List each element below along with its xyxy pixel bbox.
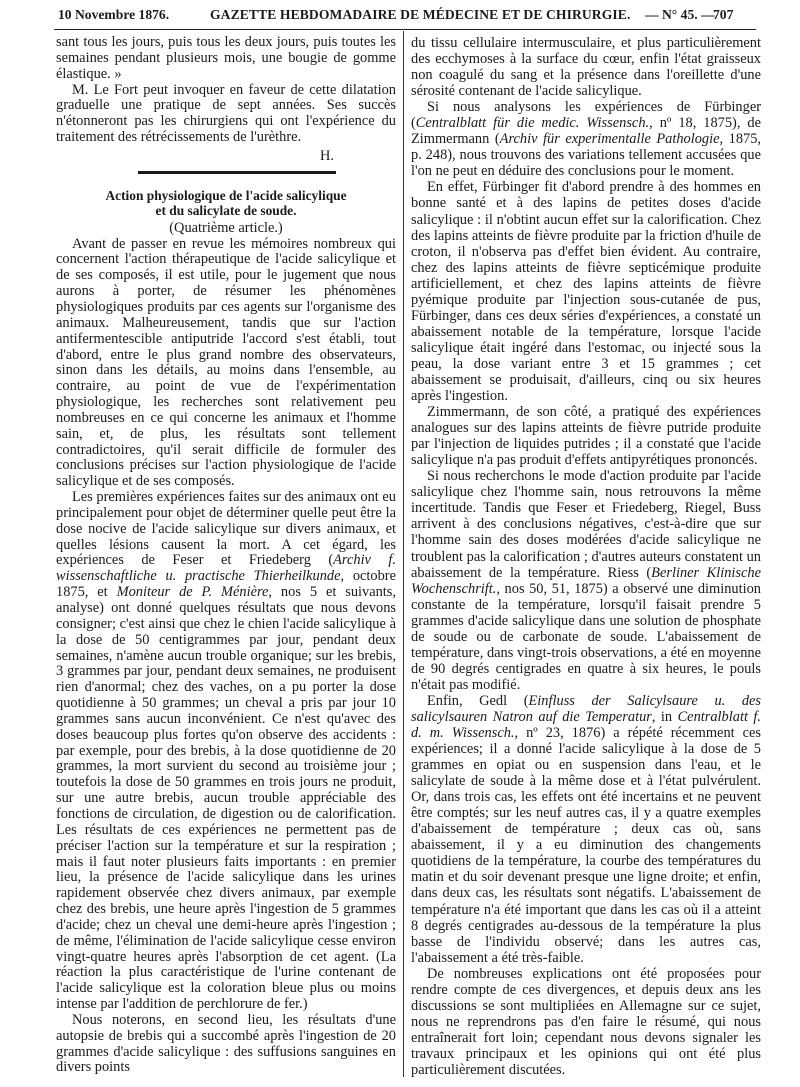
column-rule: [403, 31, 404, 1077]
text-run: , nos 50, 51, 1875) a observé une diminution constante de la température, lorsqu'il faisait prendre 5 grammes d'acide salicylique dans une solution de phosphate de soude ou de carbonate de soude. L'abaissement de température, dans vingt-trois observations, a été en moyenne de 90 degrés centigrades en quatre à six heures, le pouls n'était pas modifié.: [411, 580, 761, 693]
citation: Archiv für experimentalle Pathologie: [499, 131, 720, 148]
paragraph: [411, 693, 761, 966]
section-separator: [138, 171, 336, 174]
paragraph: Zimmermann, de son côté, a pratiqué des expériences analogues sur des lapins atteints de fièvre putride produite par l'injection de liquides putrides ; il a constaté que l'acide salicylique n'a pas produit d'effets antipyrétiques prononcés.: [411, 404, 761, 469]
text-run: , octobre 1875, et: [56, 568, 396, 601]
paragraph: sant tous les jours, puis tous les deux jours, puis toutes les semaines pendant plusieurs mois, une bougie de gomme élastique. »: [56, 34, 396, 82]
issue-date: 10 Novembre 1876.: [58, 7, 170, 22]
citation: Centralblatt f. d. m. Wissensch.: [411, 708, 761, 742]
article-title: [56, 188, 396, 219]
article-title-line-2: et du salicylate de soude.: [155, 203, 297, 219]
paragraph: [411, 468, 761, 693]
left-column: [56, 35, 396, 1076]
article-title-line-1: Action physiologique de l'acide salicylique: [105, 187, 347, 203]
paragraph: De nombreuses explications ont été proposées pour rendre compte de ces divergences, et depuis deux ans les discussions se sont multipliées en Allemagne sur ce sujet, nous ne reprendrons pas d'en faire le résumé, qui nous entraînerait fort loin; cependant nous devons signaler les travaux principaux et les opinions qui ont été plus particulièrement discutées.: [411, 965, 761, 1078]
article-subtitle: (Quatrième article.): [169, 219, 283, 236]
text-run: Si nous analysons les expériences de Fürbinger (: [411, 99, 761, 132]
header-rule: [54, 29, 756, 30]
paragraph: Nous noterons, en second lieu, les résultats d'une autopsie de brebis qui a succombé après l'ingestion de 20 grammes d'acide salicylique : des suffusions sanguines en divers points: [56, 1011, 396, 1076]
text-run: Les premières expériences faites sur des animaux ont eu principalement pour objet de déterminer quelle peut être la dose nocive de l'acide salicylique sur divers animaux, et quelles lésions causent la mort. A cet égard, les expériences de Feser et Friedeberg (: [56, 489, 396, 569]
citation: Moniteur de P. Ménière: [116, 584, 269, 601]
text-run: , in: [651, 708, 678, 725]
text-run: , nos 5 et suivants, analyse) ont donné quelques résultats que nous devons consigner; c'est ainsi que chez le chien l'acide salicylique à la dose de 50 centigrammes par jour, pendant deux semaines, n'amène aucun trouble organique; sur les brebis, 3 grammes par jour, pendant deux semaines, ne produisent rien d'anormal; chez des vaches, on a pu porter la dose quotidienne à 50 grammes; un cheval a pris par jour 10 grammes sans aucun inconvénient. Ce n'est qu'avec des doses beaucoup plus fortes qu'on observe des accidents : par exemple, pour des brebis, à la dose quotidienne de 20 grammes, la mort survient du second au troisième jour ; toutefois la dose de 50 grammes en trois jours ne produit, sur une autre brebis, aucun trouble appréciable des fonctions de circulation, de digestion ou de calorification. Les résultats de ces expériences ne permettent pas de préciser l'action sur la température et sur la respiration ; mais il faut noter plusieurs faits importants : en premier lieu, la présence de l'acide salicylique dans les urines rapidement observée chez divers animaux, par exemple chez des brebis, une heure après l'ingestion de 5 grammes d'acide; chez un cheval une demi-heure après l'ingestion ; de même, l'élimination de l'acide salicylique cesse environ vingt-quatre heures après l'absorption de cet agent. (La réaction la plus caractéristique de l'urine contenant de l'acide salicylique est la coloration bleue plus ou moins intense par l'addition de perchlorure de fer.): [56, 584, 397, 1013]
text-run: , nº 18, 1875), de Zimmermann (: [411, 115, 761, 148]
citation: Einfluss der Salicylsaure u. des salicylsauren Natron auf die Temperatur: [411, 692, 762, 725]
page-number: 707: [713, 7, 734, 22]
page-header: [14, 4, 786, 26]
paragraph: [411, 99, 761, 179]
citation: Archiv f. wissenschaftliche u. practische Thierheilkunde: [56, 552, 396, 585]
paragraph: [56, 490, 396, 1013]
text-run: , nº 23, 1876) a répété récemment ces expériences; il a donné l'acide salicylique à la dose de 5 grammes en opiat ou en suspension dans l'eau, et le salicylate de soude à la même dose et à l'état pulvérulent. Or, dans trois cas, les effets ont été incertains et ne peuvent être comptés; sur les neuf autres cas, il y a quatre exemples d'abaissement de température ; deux cas où, sans abaissement, il y a eu diminution des changements quotidiens de la température, la courbe des températures du matin et du soir devenant presque une ligne droite; et enfin, dans deux cas, les résultats sont négatifs. L'abaissement de température n'a été important que dans les cas où il a atteint 8 degrés centigrades au-dessous de la température la plus basse de l'individu observé; dans les autres cas, l'abaissement a été très-faible.: [411, 725, 761, 966]
journal-title: GAZETTE HEBDOMADAIRE DE MÉDECINE ET DE CHIRURGIE.: [210, 7, 631, 22]
citation: Berliner Klinische Wochenschrift.: [411, 564, 762, 597]
text-run: , 1875, p. 248), nous trouvons des variations tellement accusées que l'on ne peut en déduire des conclusions pour le moment.: [411, 131, 761, 180]
text-run: Enfin, Gedl (: [427, 692, 529, 709]
issue-number: — N° 45. —: [645, 7, 715, 22]
author-signature: H.: [320, 147, 334, 164]
paragraph: du tissu cellulaire intermusculaire, et plus particulièrement des ecchymoses à la surface du cœur, enfin l'état graisseux non coagulé du sang et la présence dans l'oreillette d'une sérosité contenant de l'acide salicylique.: [411, 35, 761, 100]
text-run: Si nous recherchons le mode d'action produite par l'acide salicylique chez l'homme sain, nous retrouvons la même incertitude. Tandis que Feser et Friedeberg, Riegel, Buss arrivent à des conclusions négatives, c'est-à-dire que sur l'homme sain des doses modérées d'acide salicylique ne troublent pas la calorification ; d'autres auteurs constatent un abaissement de la température. Riess (: [411, 468, 761, 581]
paragraph: Avant de passer en revue les mémoires nombreux qui concernent l'action thérapeutique de l'acide salicylique et de ses composés, il est utile, pour le jugement que nous aurons à porter, de résumer les phénomènes physiologiques produits par ces agents sur l'organisme des animaux. Malheureusement, tandis que sur l'action antifermentescible antiputride l'accord s'est établi, tout d'abord, entre le plus grand nombre des observateurs, sinon dans les détails, au moins dans l'ensemble, au contraire, au point de vue de l'expérimentation physiologique, les recherches sont relativement peu nombreuses en ce qui concerne les animaux et l'homme sain, et, de plus, les résultats sont tellement contradictoires, qu'il serait difficile de formuler des conclusions précises sur l'action physiologique de l'acide salicylique et de ses composés.: [56, 235, 396, 490]
paragraph: En effet, Fürbinger fit d'abord prendre à des hommes en bonne santé et à des lapins de petites doses d'acide salicylique : il n'obtint aucun effet sur la calorification. Chez des lapins atteints de fièvre produite par la friction d'huile de croton, il n'observa pas d'effet bien évident. Au contraire, chez des lapins atteints de fièvre septicémique produite artificiellement, et chez des lapins atteints de fièvre pyémique produite par l'injection sous-cutanée de pus, Fürbinger, dans ces deux séries d'expériences, a constaté un abaissement notable de la température, lorsque l'acide salicylique était ingéré dans l'estomac, ou injecté sous la peau, la dose variant entre 3 et 15 grammes ; cet abaissement se produisait, d'ailleurs, cinq ou six heures après l'ingestion.: [411, 179, 761, 405]
citation: Centralblatt für die medic. Wissensch.: [415, 115, 650, 132]
paragraph: M. Le Fort peut invoquer en faveur de cette dilatation graduelle une pratique de sept années. Ses succès n'étonneront pas les chirurgiens qui ont l'expérience du traitement des rétrécissements de l'urèthre.: [56, 81, 396, 146]
right-column: [411, 35, 761, 1078]
